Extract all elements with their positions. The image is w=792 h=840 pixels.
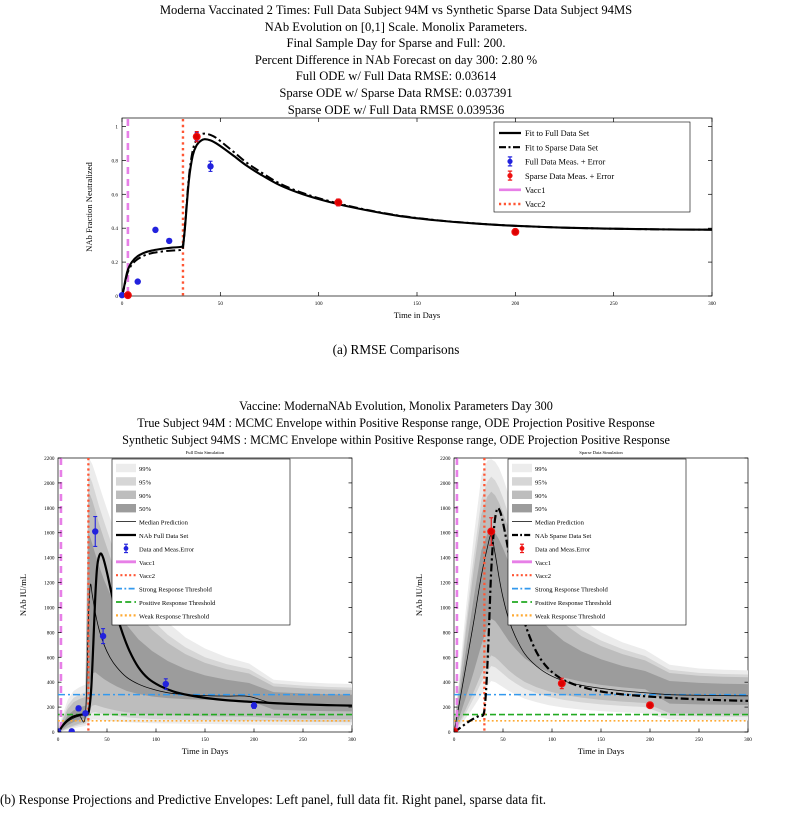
legend — [112, 459, 290, 625]
y-tick-label-8: 1600 — [44, 530, 55, 537]
y-tick-label-3: 0.6 — [111, 192, 118, 199]
x-tick-label-1: 50 — [104, 737, 110, 743]
full-data-point-1-marker — [135, 278, 141, 284]
subfigure-caption-b: (b) Response Projections and Predictive Envelopes: Left panel, full data fit. Right panel, sparse data fit. — [0, 792, 547, 807]
data-point-1-marker — [488, 528, 495, 535]
x-tick-label-4: 200 — [250, 737, 258, 743]
sparse-data-point-3-marker — [512, 229, 519, 236]
sparse-data-point-2-marker — [335, 199, 342, 206]
x-tick-label-3: 150 — [597, 737, 605, 743]
legend-label-11: Weak Response Threshold — [139, 613, 210, 621]
x-tick-label-3: 150 — [413, 301, 421, 307]
y-tick-label-9: 1800 — [440, 505, 451, 512]
legend-swatch-dot-6 — [124, 546, 129, 551]
y-tick-label-6: 1200 — [44, 580, 55, 587]
x-axis-label: Time in Days — [577, 746, 625, 756]
x-tick-label-6: 300 — [348, 737, 356, 743]
y-tick-label-7: 1400 — [440, 555, 451, 562]
legend-label-10: Positive Response Threshold — [139, 600, 216, 607]
legend-label-4: Median Prediction — [535, 519, 584, 527]
sparse-data-point-1-marker — [193, 133, 200, 140]
legend-label-1: 95% — [535, 479, 548, 487]
figure-subtitle-line-0: Vaccine: ModernaNAb Evolution, Monolix Parameters Day 300 — [239, 399, 553, 413]
data-point-2-marker — [75, 705, 81, 711]
x-tick-label-3: 150 — [201, 737, 209, 743]
y-tick-label-1: 0.2 — [111, 260, 118, 267]
y-tick-label-3: 600 — [46, 655, 55, 662]
legend-swatch-0 — [512, 464, 532, 472]
y-tick-label-2: 400 — [442, 680, 451, 687]
y-axis-label: NAb IU/mL — [18, 573, 28, 617]
legend-label-1: 95% — [139, 479, 152, 487]
y-tick-label-3: 600 — [442, 655, 451, 662]
legend-box — [494, 122, 690, 212]
sparse-data-point-0-marker — [125, 292, 132, 299]
legend-label-6: Data and Meas.Error — [139, 546, 195, 554]
y-tick-label-2: 400 — [46, 680, 55, 687]
figure-title-line-4: Full ODE w/ Full Data RMSE: 0.03614 — [295, 69, 497, 84]
x-tick-label-5: 250 — [695, 737, 703, 743]
figure-title-line-6: Sparse ODE w/ Full Data RMSE 0.039536 — [287, 102, 505, 117]
data-point-6-marker — [163, 681, 169, 687]
legend-label-7: Vacc1 — [139, 559, 156, 567]
full-data-point-2-marker — [152, 227, 158, 233]
legend — [494, 122, 690, 212]
y-tick-label-6: 1200 — [440, 580, 451, 587]
figure-subtitle-block — [0, 398, 792, 448]
legend-label-3: 50% — [535, 506, 548, 514]
x-tick-label-5: 250 — [609, 301, 618, 307]
x-tick-label-1: 50 — [217, 301, 223, 307]
legend-label-10: Positive Response Threshold — [535, 600, 612, 607]
x-tick-label-2: 100 — [314, 301, 323, 307]
panel-title: Full Data Simulation — [185, 450, 225, 455]
legend-label-0: Fit to Full Data Set — [525, 129, 590, 139]
legend-swatch-dot-6 — [520, 546, 525, 551]
panel-rmse-comparison — [0, 108, 792, 338]
data-point-7-marker — [251, 702, 257, 708]
figure-title-line-0: Moderna Vaccinated 2 Times: Full Data Subject 94M vs Synthetic Sparse Data Subject 94MS — [159, 3, 633, 17]
legend-swatch-dot-2 — [507, 159, 512, 164]
x-axis-label: Time in Days — [181, 746, 229, 756]
y-tick-label-2: 0.4 — [111, 226, 118, 233]
y-tick-label-7: 1400 — [44, 555, 55, 562]
full-data-point-5-marker — [207, 163, 213, 169]
rmse-comparison-chart — [0, 108, 792, 338]
data-point-3-marker — [647, 702, 654, 709]
legend-swatch-0 — [116, 464, 136, 472]
subfigure-caption-a: (a) RMSE Comparisons — [332, 342, 460, 357]
x-tick-label-1: 50 — [500, 737, 506, 743]
y-tick-label-4: 0.8 — [111, 158, 118, 165]
y-tick-label-1: 200 — [46, 705, 55, 712]
sparse-data-simulation-chart — [396, 444, 792, 784]
legend-swatch-1 — [116, 477, 136, 485]
panel-sparse-data-simulation — [396, 444, 792, 784]
legend-label-11: Weak Response Threshold — [535, 613, 606, 621]
data-point-5-marker — [100, 633, 106, 639]
legend-swatch-1 — [512, 477, 532, 485]
figure-title-line-3: Percent Difference in NAb Forecast on day 300: 2.80 % — [254, 52, 538, 67]
legend — [508, 459, 686, 625]
legend-label-3: 50% — [139, 506, 152, 514]
y-tick-label-11: 2200 — [440, 456, 451, 462]
panel-full-data-simulation — [0, 444, 396, 784]
legend-label-4: Vacc1 — [525, 186, 546, 195]
legend-label-9: Strong Response Threshold — [535, 586, 608, 594]
legend-swatch-2 — [116, 491, 136, 499]
legend-swatch-2 — [512, 491, 532, 499]
x-tick-label-0: 0 — [120, 301, 124, 307]
x-tick-label-2: 100 — [152, 737, 160, 743]
legend-label-6: Data and Meas.Error — [535, 546, 591, 554]
legend-swatch-3 — [116, 504, 136, 512]
legend-label-2: Full Data Meas. + Error — [525, 157, 606, 167]
panel-title: Sparse Data Simulation — [579, 450, 623, 455]
legend-label-0: 99% — [535, 466, 548, 473]
full-data-point-3-marker — [166, 238, 172, 244]
figure-title-line-2: Final Sample Day for Sparse and Full: 200. — [286, 36, 506, 51]
legend-label-7: Vacc1 — [535, 559, 552, 567]
y-axis-label: NAb Fraction Neutralized — [84, 162, 94, 252]
y-tick-label-4: 800 — [46, 630, 55, 637]
y-tick-label-5: 1 — [115, 124, 118, 131]
y-tick-label-8: 1600 — [440, 530, 451, 537]
figure-subtitle-line-1: True Subject 94M : MCMC Envelope within Positive Response range, ODE Projection Positive Response — [137, 415, 655, 430]
legend-label-9: Strong Response Threshold — [139, 586, 212, 594]
y-axis-label: NAb IU/mL — [414, 573, 424, 617]
data-point-3-marker — [82, 710, 88, 716]
y-tick-label-0: 0 — [447, 730, 451, 736]
x-axis-label: Time in Days — [393, 310, 441, 320]
y-tick-label-0: 0 — [51, 730, 55, 736]
x-tick-label-4: 200 — [511, 301, 520, 307]
legend-label-8: Vacc2 — [535, 573, 552, 581]
data-point-2-marker — [558, 680, 565, 687]
y-tick-label-0: 0 — [115, 294, 118, 300]
data-point-4-marker — [92, 528, 98, 534]
y-tick-label-10: 2000 — [440, 480, 451, 487]
data-point-1-marker — [69, 728, 75, 734]
y-tick-label-4: 800 — [442, 630, 451, 637]
legend-label-1: Fit to Sparse Data Set — [525, 143, 599, 153]
y-tick-label-5: 1000 — [44, 605, 55, 612]
x-tick-label-6: 300 — [708, 301, 716, 307]
y-tick-label-10: 2000 — [44, 480, 55, 487]
legend-swatch-3 — [512, 504, 532, 512]
legend-swatch-dot-3 — [507, 173, 512, 178]
x-tick-label-4: 200 — [646, 737, 654, 743]
full-data-simulation-chart — [0, 444, 396, 784]
legend-label-5: NAb Full Data Set — [139, 533, 189, 540]
legend-label-3: Sparse Data Meas. + Error — [525, 171, 615, 181]
legend-label-0: 99% — [139, 466, 152, 473]
figure-title-line-1: NAb Evolution on [0,1] Scale. Monolix Parameters. — [264, 19, 528, 34]
y-tick-label-11: 2200 — [44, 456, 55, 462]
legend-label-8: Vacc2 — [139, 573, 156, 581]
y-tick-label-9: 1800 — [44, 505, 55, 512]
legend-label-2: 90% — [535, 492, 548, 500]
legend-label-2: 90% — [139, 492, 152, 500]
x-tick-label-2: 100 — [548, 737, 556, 743]
y-tick-label-5: 1000 — [440, 605, 451, 612]
figure-title-line-5: Sparse ODE w/ Sparse Data RMSE: 0.037391 — [279, 86, 513, 101]
x-tick-label-0: 0 — [56, 737, 60, 743]
legend-label-5: Vacc2 — [525, 200, 546, 210]
legend-label-5: NAb Sparse Data Set — [535, 533, 592, 540]
y-tick-label-1: 200 — [442, 705, 451, 712]
legend-label-4: Median Prediction — [139, 519, 188, 527]
figure-title-block — [0, 0, 792, 118]
x-tick-label-6: 300 — [744, 737, 752, 743]
x-tick-label-0: 0 — [452, 737, 456, 743]
x-tick-label-5: 250 — [299, 737, 307, 743]
figure-subtitle-line-2: Synthetic Subject 94MS : MCMC Envelope within Positive Response range, ODE Projection Positive Response — [122, 432, 670, 447]
